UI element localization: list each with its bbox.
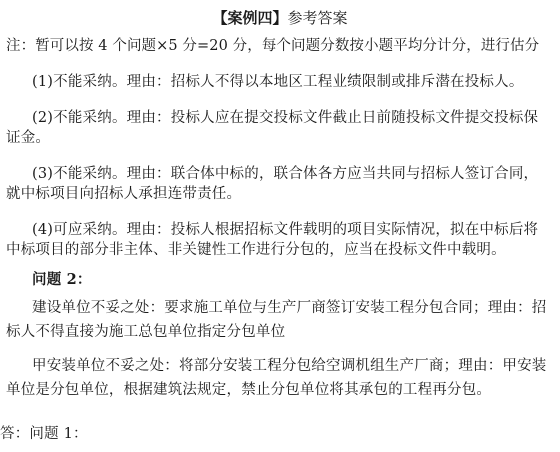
- q2-line-1: 建设单位不妥之处：要求施工单位与生产厂商签订安装工程分包合同；理由：招: [32, 300, 547, 316]
- answer-item-3: (3)不能采纳。理由：联合体中标的，联合体各方应当共同与招标人签订合同，: [32, 166, 539, 182]
- answer-item-3-cont: 就中标项目向招标人承担连带责任。: [6, 186, 242, 202]
- doc-title: [0, 8, 560, 28]
- answer-item-1: (1)不能采纳。理由：招标人不得以本地区工程业绩限制或排斥潜在投标人。: [32, 74, 524, 90]
- title-case-label: 【案例四】: [212, 9, 288, 27]
- answer-item-4-cont: 中标项目的部分非主体、非关键性工作进行分包的，应当在投标文件中载明。: [6, 242, 506, 258]
- scoring-note: 注：暂可以按 4 个问题×5 分=20 分，每个问题分数按小题平均分计分，进行估分: [6, 38, 540, 54]
- q2-line-4: 单位是分包单位，根据建筑法规定，禁止分包单位将其承包的工程再分包。: [6, 382, 492, 398]
- answer-item-4: (4)可应采纳。理由：投标人根据招标文件载明的项目实际情况，拟在中标后将: [32, 222, 539, 238]
- q2-line-2: 标人不得直接为施工总包单位指定分包单位: [6, 324, 286, 340]
- answer-question-1-label: 答：问题 1：: [0, 426, 88, 442]
- question-2-heading: 问题 2：: [32, 271, 92, 288]
- answer-item-2: (2)不能采纳。理由：投标人应在提交投标文件截止日前随投标文件提交投标保: [32, 110, 539, 126]
- answer-item-2-cont: 证金。: [6, 130, 51, 146]
- title-answer-label: 参考答案: [287, 9, 348, 27]
- q2-line-3: 甲安装单位不妥之处：将部分安装工程分包给空调机组生产厂商；理由：甲安装: [32, 358, 547, 374]
